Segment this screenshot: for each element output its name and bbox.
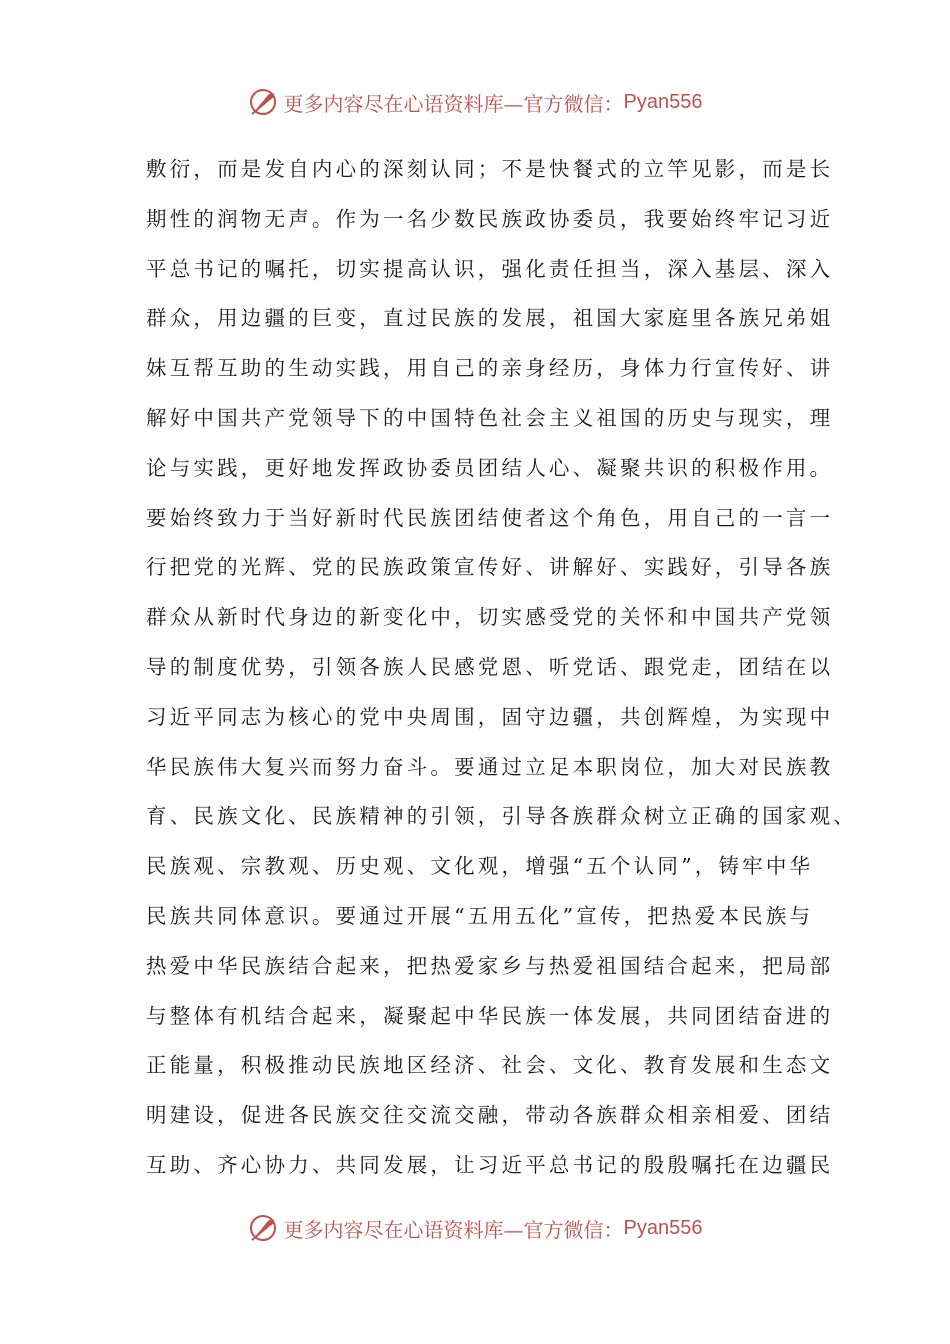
text-line: 明建设，促进各民族交往交流交融，带动各族群众相亲相爱、团结 [146,1103,834,1128]
text-line: 群众，用边疆的巨变，直过民族的发展，祖国大家庭里各族兄弟姐 [146,306,834,331]
text-line: 平总书记的嘱托，切实提高认识，强化责任担当，深入基层、深入 [146,256,834,281]
footer-wechat-id: Pyan556 [623,1216,703,1239]
text-line: 解好中国共产党领导下的中国特色社会主义祖国的历史与现实，理 [146,405,834,430]
footer-text: 更多内容尽在心语资料库—官方微信： [283,1217,624,1242]
text-line: 要始终致力于当好新时代民族团结使者这个角色，用自己的一言一 [146,505,834,530]
quill-pen-icon [248,1213,278,1243]
header-banner [0,82,950,122]
text-line: 民族共同体意识。要通过开展“五用五化”宣传，把热爱本民族与 [146,903,814,928]
text-line: 群众从新时代身边的新变化中，切实感受党的关怀和中国共产党领 [146,605,834,630]
document-body [146,145,857,1191]
text-line: 互助、齐心协力、共同发展，让习近平总书记的殷殷嘱托在边疆民 [146,1152,834,1177]
text-line: 论与实践，更好地发挥政协委员团结人心、凝聚共识的积极作用。 [146,455,834,480]
header-text: 更多内容尽在心语资料库—官方微信： [283,91,624,116]
text-line: 华民族伟大复兴而努力奋斗。要通过立足本职岗位，加大对民族教 [146,754,834,779]
header-wechat-id: Pyan556 [623,90,703,113]
text-line: 导的制度优势，引领各族人民感党恩、听党话、跟党走，团结在以 [146,654,834,679]
text-line: 妹互帮互助的生动实践，用自己的亲身经历，身体力行宣传好、讲 [146,356,834,381]
text-line: 与整体有机结合起来，凝聚起中华民族一体发展，共同团结奋进的 [146,1003,834,1028]
quill-pen-icon [248,87,278,117]
text-line: 育、民族文化、民族精神的引领，引导各族群众树立正确的国家观、 [146,804,857,829]
text-line: 敷衍，而是发自内心的深刻认同；不是快餐式的立竿见影，而是长 [146,157,834,181]
text-line: 正能量，积极推动民族地区经济、社会、文化、教育发展和生态文 [146,1053,834,1078]
text-line: 期性的润物无声。作为一名少数民族政协委员，我要始终牢记习近 [146,206,834,231]
text-line: 行把党的光辉、党的民族政策宣传好、讲解好、实践好，引导各族 [146,555,834,580]
text-line: 习近平同志为核心的党中央周围，固守边疆，共创辉煌，为实现中 [146,704,834,729]
text-line: 民族观、宗教观、历史观、文化观，增强“五个认同”，铸牢中华 [146,854,814,879]
text-line: 热爱中华民族结合起来，把热爱家乡与热爱祖国结合起来，把局部 [146,953,834,978]
footer-banner [0,1208,950,1248]
